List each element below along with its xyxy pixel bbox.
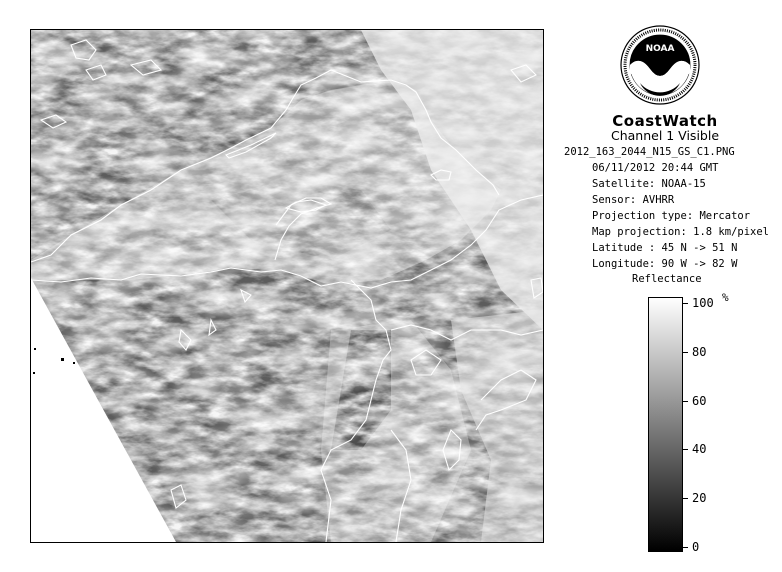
colorbar [648, 297, 683, 552]
colorbar-tick [683, 303, 688, 304]
colorbar-tick-label: 20 [692, 491, 707, 506]
product-title: CoastWatch [612, 112, 718, 130]
colorbar-tick [683, 401, 688, 402]
colorbar-tick [683, 547, 688, 548]
sensor-info: Sensor: AVHRR [592, 194, 675, 206]
map-svg [31, 30, 543, 542]
noaa-logo-svg [620, 25, 700, 105]
channel-title: Channel 1 Visible [610, 128, 720, 143]
projection-type: Projection type: Mercator [592, 210, 751, 222]
colorbar-unit: % [722, 291, 729, 304]
logo-text: NOAA [645, 44, 675, 54]
acquisition-datetime: 06/11/2012 20:44 GMT [592, 162, 719, 174]
colorbar-tick-label: 0 [692, 540, 700, 554]
colorbar-tick [683, 449, 688, 450]
colorbar-tick-label: 100 [692, 296, 714, 310]
map-projection: Map projection: 1.8 km/pixel [592, 226, 770, 238]
longitude-range: Longitude: 90 W -> 82 W [592, 258, 738, 270]
colorbar-tick-label: 80 [692, 344, 707, 359]
colorbar-tick-label: 60 [692, 393, 707, 408]
colorbar-label: Reflectance [632, 273, 702, 285]
latitude-range: Latitude : 45 N -> 51 N [592, 242, 738, 254]
colorbar-tick-label: 40 [692, 442, 707, 457]
satellite-info: Satellite: NOAA-15 [592, 178, 706, 190]
satellite-map [30, 29, 544, 543]
colorbar-tick [683, 498, 688, 499]
noaa-logo [620, 25, 700, 105]
filename: 2012_163_2044_N15_GS_C1.PNG [564, 146, 735, 158]
colorbar-tick [683, 352, 688, 353]
